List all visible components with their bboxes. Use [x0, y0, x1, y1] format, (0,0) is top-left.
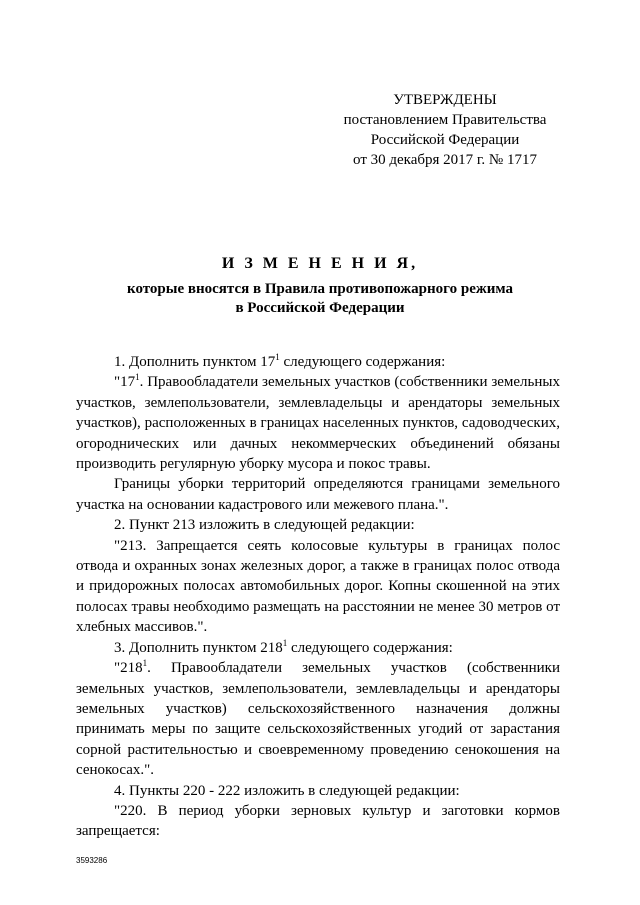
paragraph: "220. В период уборки зерновых культур и заготовки кормов запрещается: — [76, 802, 560, 840]
subtitle-line: которые вносятся в Правила противопожарного режима — [127, 281, 513, 297]
document-subtitle — [60, 280, 580, 318]
document-number: 3593286 — [76, 856, 108, 865]
document-body — [76, 352, 560, 842]
paragraph: "213. Запрещается сеять колосовые культуры в границах полос отвода и охранных зонах железных дорог, а также в границах полос отвода и придорожных полосах автомобильных дорог. Копны скошенной на этих полосах травы необходимо размещать на расстоянии не менее 30 метров от хлебных массивов.". — [76, 537, 560, 636]
paragraph: "$218^1$. Правообладатели земельных участков (собственники земельных участков, землепользователи, землевладельцы и арендаторы земельных участков) сельскохозяйственного назначения должны принимать меры по защите сельскохозяйственных угодий от зарастания сорной растительностью и своевременному проведению сенокошения на сенокосах.". — [76, 658, 560, 779]
approval-line: постановлением Правительства — [343, 112, 547, 128]
paragraph: 2. Пункт 213 изложить в следующей редакции: — [114, 517, 415, 534]
approval-date: от 30 декабря 2017 г. № 1717 — [353, 152, 537, 168]
approval-line: Российской Федерации — [370, 132, 520, 148]
approval-block — [340, 90, 550, 170]
approval-title: УТВЕРЖДЕНЫ — [393, 92, 497, 108]
paragraph: "$17^1$. Правообладатели земельных участков (собственники земельных участков, землепользователи, землевладельцы и арендаторы земельных участков), расположенных в границах населенных пунктов, садоводческих, огороднических или дачных некоммерческих объединений обязаны производить регулярную уборку мусора и покос травы. — [76, 372, 560, 473]
paragraph: 1. Дополнить пунктом $17^1$ следующего содержания: — [114, 352, 446, 370]
subtitle-line: в Российской Федерации — [235, 300, 405, 316]
document-title: И З М Е Н Е Н И Я, — [221, 255, 419, 272]
paragraph: 4. Пункты 220 - 222 изложить в следующей редакции: — [114, 782, 460, 799]
paragraph: 3. Дополнить пунктом $218^1$ следующего содержания: — [114, 637, 453, 656]
paragraph: Границы уборки территорий определяются границами земельного участка на основании кадастрового или межевого плана.". — [76, 476, 560, 513]
